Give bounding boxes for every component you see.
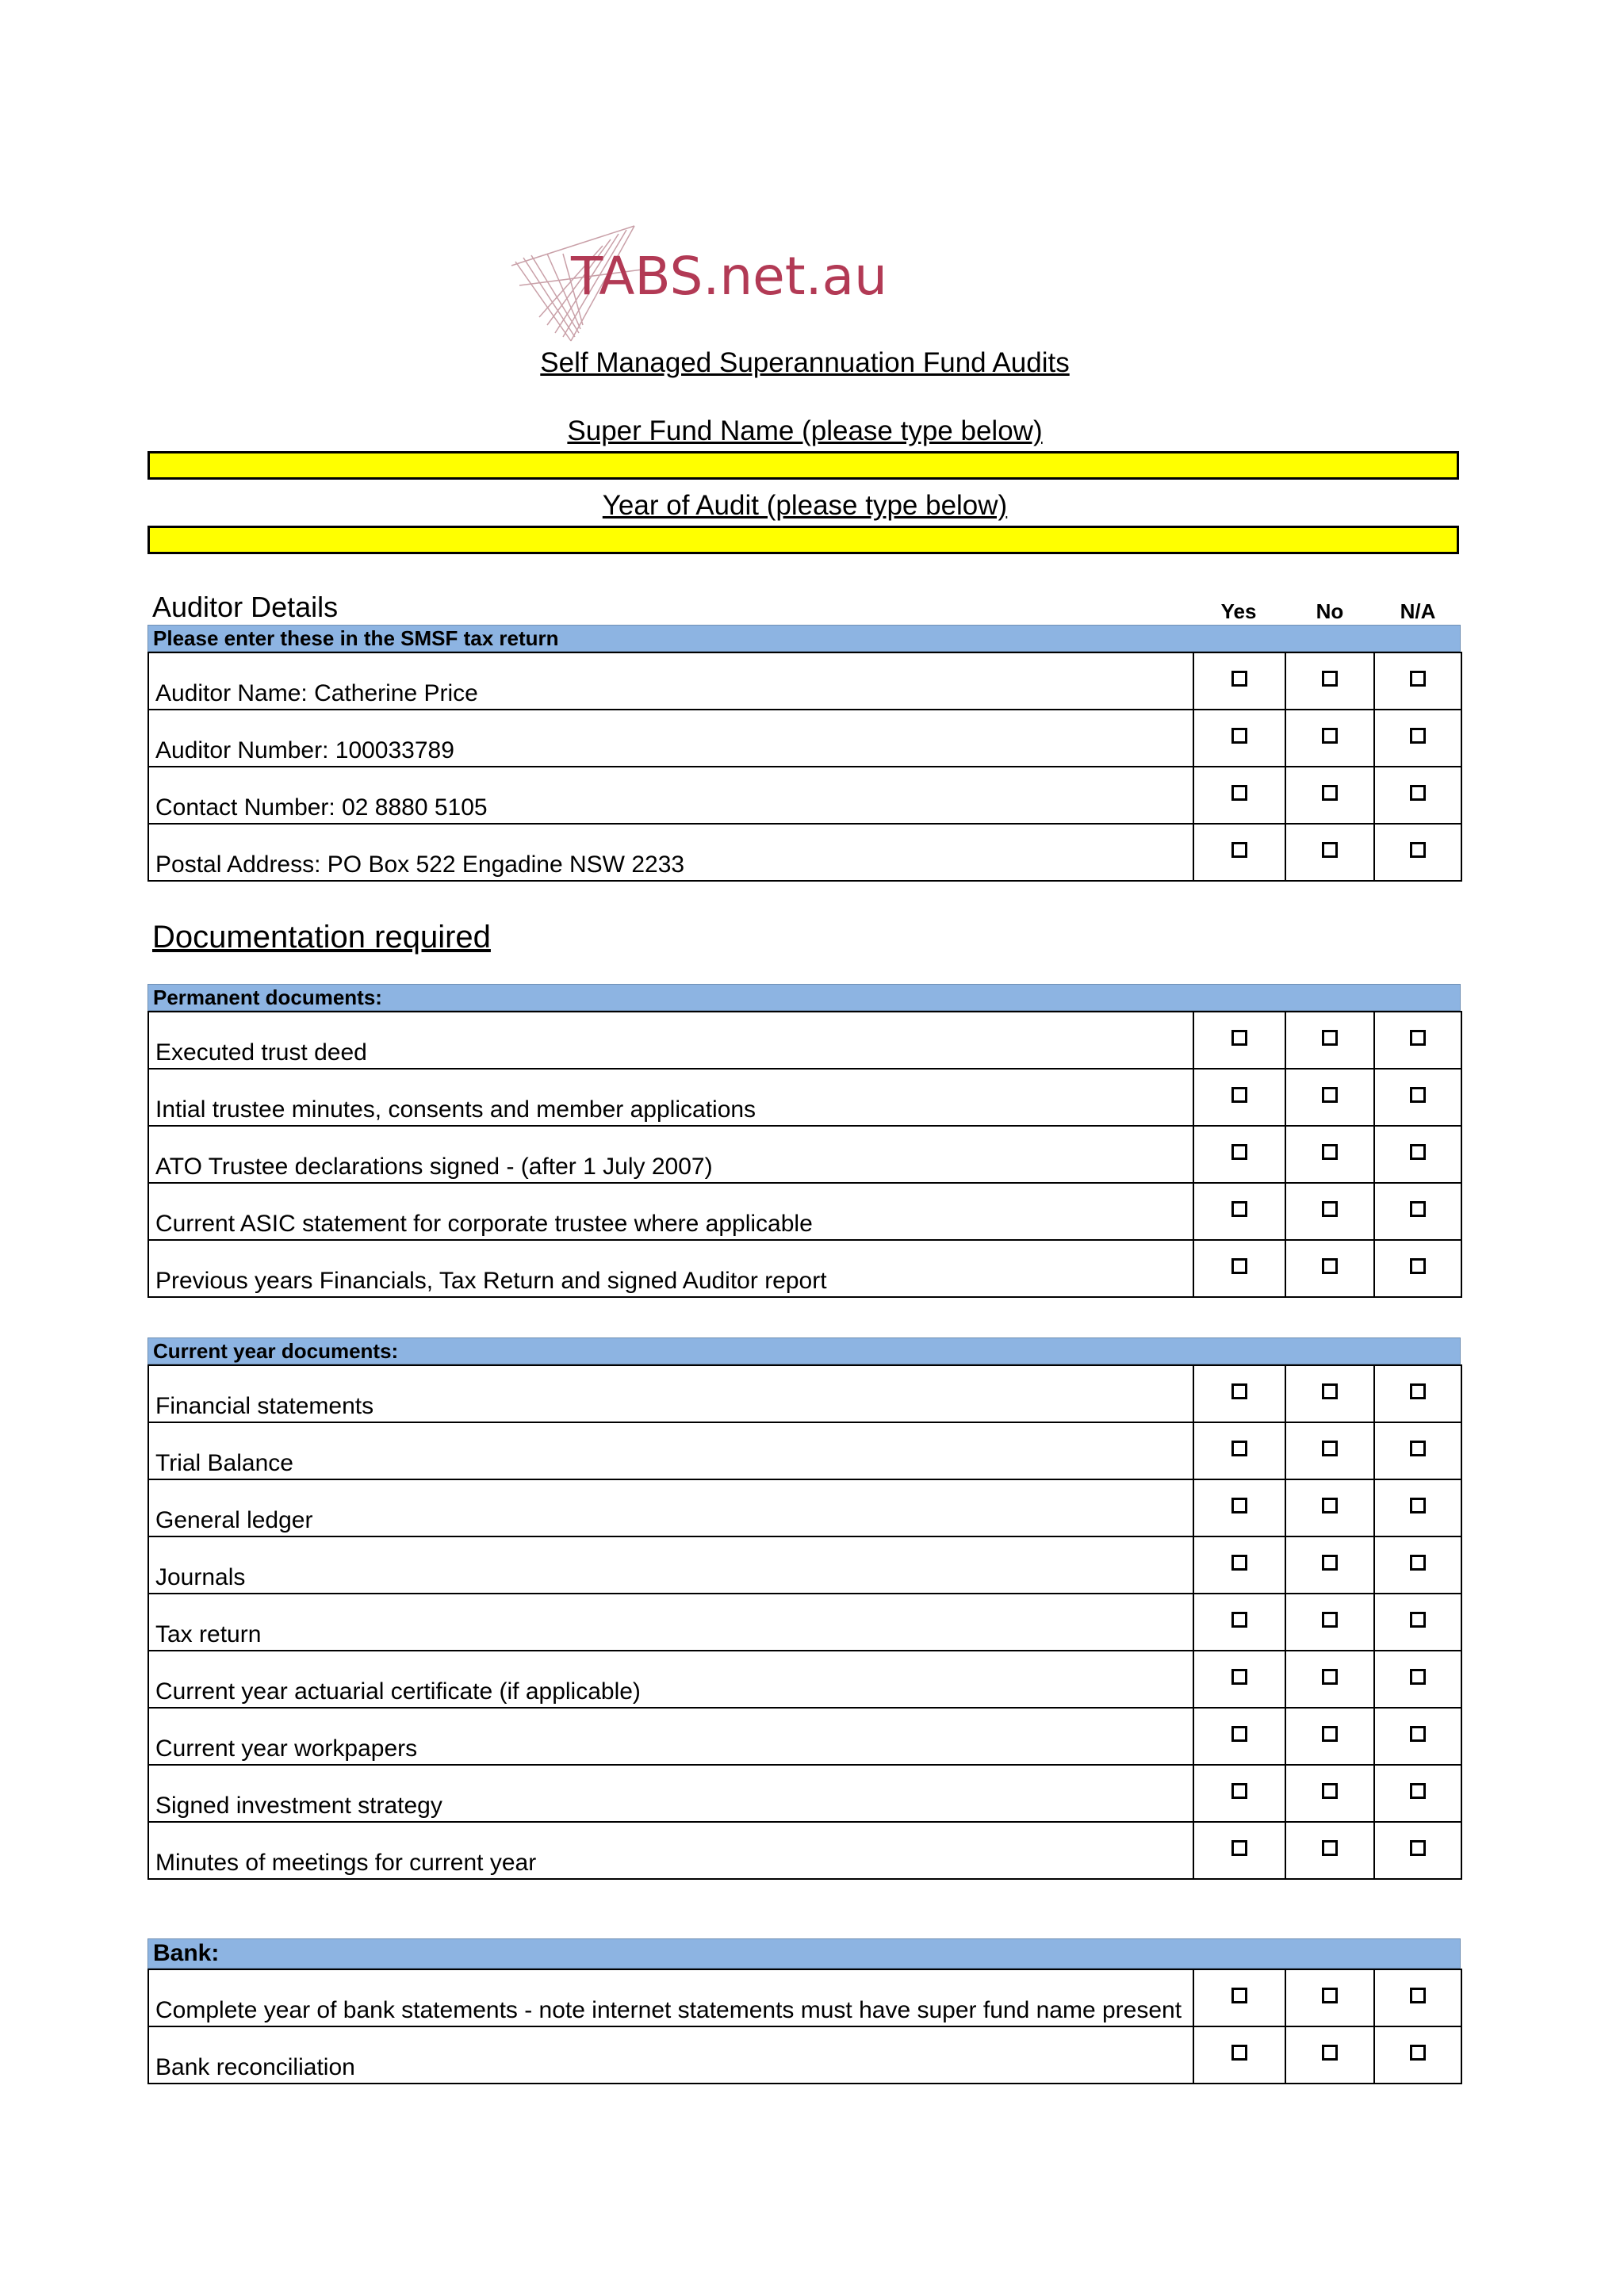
row-label: Minutes of meetings for current year bbox=[148, 1822, 1193, 1879]
column-yes: Yes bbox=[1220, 599, 1257, 623]
current-year-band: Current year documents: bbox=[147, 1337, 1461, 1364]
table-row bbox=[148, 1651, 1461, 1708]
na-checkbox[interactable] bbox=[1410, 842, 1426, 858]
table-row bbox=[148, 1069, 1461, 1126]
fund-name-label: Super Fund Name (please type below) bbox=[567, 415, 1043, 446]
no-checkbox[interactable] bbox=[1322, 728, 1338, 744]
row-label: Auditor Name: Catherine Price bbox=[148, 652, 1193, 710]
yes-checkbox[interactable] bbox=[1231, 1783, 1247, 1799]
no-checkbox[interactable] bbox=[1322, 1555, 1338, 1571]
table-row bbox=[148, 1183, 1461, 1240]
no-checkbox[interactable] bbox=[1322, 1840, 1338, 1856]
no-checkbox[interactable] bbox=[1322, 1988, 1338, 2003]
auditor-table bbox=[147, 652, 1462, 882]
na-checkbox[interactable] bbox=[1410, 671, 1426, 687]
row-label: General ledger bbox=[148, 1479, 1193, 1536]
row-label: Contact Number: 02 8880 5105 bbox=[148, 767, 1193, 824]
auditor-details-heading: Auditor Details bbox=[152, 591, 339, 623]
no-checkbox[interactable] bbox=[1322, 671, 1338, 687]
no-checkbox[interactable] bbox=[1322, 1087, 1338, 1103]
yes-checkbox[interactable] bbox=[1231, 728, 1247, 744]
permanent-band: Permanent documents: bbox=[147, 984, 1461, 1011]
row-label: Tax return bbox=[148, 1594, 1193, 1651]
row-label: Bank reconciliation bbox=[148, 2026, 1193, 2084]
logo-text: TABS.net.au bbox=[571, 246, 887, 307]
table-row bbox=[148, 1708, 1461, 1765]
table-row bbox=[148, 1765, 1461, 1822]
no-checkbox[interactable] bbox=[1322, 1258, 1338, 1274]
row-label: Signed investment strategy bbox=[148, 1765, 1193, 1822]
no-checkbox[interactable] bbox=[1322, 2045, 1338, 2061]
yes-checkbox[interactable] bbox=[1231, 1030, 1247, 1046]
yes-checkbox[interactable] bbox=[1231, 842, 1247, 858]
row-label: Previous years Financials, Tax Return and signed Auditor report bbox=[148, 1240, 1193, 1297]
na-checkbox[interactable] bbox=[1410, 1612, 1426, 1628]
yes-checkbox[interactable] bbox=[1231, 1258, 1247, 1274]
na-checkbox[interactable] bbox=[1410, 1144, 1426, 1160]
yes-checkbox[interactable] bbox=[1231, 1087, 1247, 1103]
year-label: Year of Audit (please type below) bbox=[602, 490, 1008, 521]
table-row bbox=[148, 2026, 1461, 2084]
yes-checkbox[interactable] bbox=[1231, 1840, 1247, 1856]
yes-checkbox[interactable] bbox=[1231, 1555, 1247, 1571]
no-checkbox[interactable] bbox=[1322, 1498, 1338, 1513]
documentation-heading: Documentation required bbox=[152, 920, 491, 955]
yes-checkbox[interactable] bbox=[1231, 1383, 1247, 1399]
table-row bbox=[148, 1594, 1461, 1651]
na-checkbox[interactable] bbox=[1410, 785, 1426, 801]
table-row bbox=[148, 767, 1461, 824]
na-checkbox[interactable] bbox=[1410, 2045, 1426, 2061]
na-checkbox[interactable] bbox=[1410, 1988, 1426, 2003]
no-checkbox[interactable] bbox=[1322, 1201, 1338, 1217]
yes-checkbox[interactable] bbox=[1231, 1144, 1247, 1160]
fund-name-input[interactable] bbox=[147, 451, 1459, 480]
tabs-logo bbox=[508, 222, 887, 349]
yes-checkbox[interactable] bbox=[1231, 1726, 1247, 1742]
table-row bbox=[148, 652, 1461, 710]
no-checkbox[interactable] bbox=[1322, 1726, 1338, 1742]
permanent-table bbox=[147, 1011, 1462, 1298]
na-checkbox[interactable] bbox=[1410, 1498, 1426, 1513]
table-row bbox=[148, 710, 1461, 767]
row-label: Intial trustee minutes, consents and member applications bbox=[148, 1069, 1193, 1126]
table-row bbox=[148, 1365, 1461, 1422]
no-checkbox[interactable] bbox=[1322, 842, 1338, 858]
na-checkbox[interactable] bbox=[1410, 1030, 1426, 1046]
na-checkbox[interactable] bbox=[1410, 1258, 1426, 1274]
table-row bbox=[148, 824, 1461, 881]
row-label: Auditor Number: 100033789 bbox=[148, 710, 1193, 767]
table-row bbox=[148, 1479, 1461, 1536]
row-label: Postal Address: PO Box 522 Engadine NSW 2233 bbox=[148, 824, 1193, 881]
yes-checkbox[interactable] bbox=[1231, 2045, 1247, 2061]
table-row bbox=[148, 1126, 1461, 1183]
table-row bbox=[148, 1012, 1461, 1069]
bank-table bbox=[147, 1969, 1462, 2084]
yes-checkbox[interactable] bbox=[1231, 671, 1247, 687]
table-row bbox=[148, 1969, 1461, 2026]
no-checkbox[interactable] bbox=[1322, 1441, 1338, 1456]
row-label: Current year actuarial certificate (if applicable) bbox=[148, 1651, 1193, 1708]
bank-band: Bank: bbox=[147, 1938, 1461, 1969]
yes-checkbox[interactable] bbox=[1231, 1612, 1247, 1628]
row-label: Current ASIC statement for corporate trustee where applicable bbox=[148, 1183, 1193, 1240]
no-checkbox[interactable] bbox=[1322, 1383, 1338, 1399]
current-year-table bbox=[147, 1364, 1462, 1880]
na-checkbox[interactable] bbox=[1410, 1726, 1426, 1742]
yes-checkbox[interactable] bbox=[1231, 1498, 1247, 1513]
no-checkbox[interactable] bbox=[1322, 1783, 1338, 1799]
na-checkbox[interactable] bbox=[1410, 1441, 1426, 1456]
row-label: ATO Trustee declarations signed - (after 1 July 2007) bbox=[148, 1126, 1193, 1183]
yes-checkbox[interactable] bbox=[1231, 1441, 1247, 1456]
column-no: No bbox=[1316, 599, 1344, 623]
yes-checkbox[interactable] bbox=[1231, 785, 1247, 801]
na-checkbox[interactable] bbox=[1410, 1087, 1426, 1103]
na-checkbox[interactable] bbox=[1410, 1783, 1426, 1799]
no-checkbox[interactable] bbox=[1322, 1144, 1338, 1160]
yes-checkbox[interactable] bbox=[1231, 1669, 1247, 1685]
row-label: Financial statements bbox=[148, 1365, 1193, 1422]
na-checkbox[interactable] bbox=[1410, 1555, 1426, 1571]
row-label: Complete year of bank statements - note internet statements must have super fund name present bbox=[148, 1969, 1193, 2026]
auditor-band: Please enter these in the SMSF tax return bbox=[147, 625, 1461, 652]
na-checkbox[interactable] bbox=[1410, 1669, 1426, 1685]
row-label: Executed trust deed bbox=[148, 1012, 1193, 1069]
no-checkbox[interactable] bbox=[1322, 1030, 1338, 1046]
column-na: N/A bbox=[1400, 599, 1436, 623]
table-row bbox=[148, 1822, 1461, 1879]
year-input[interactable] bbox=[147, 526, 1459, 554]
na-checkbox[interactable] bbox=[1410, 728, 1426, 744]
table-row bbox=[148, 1536, 1461, 1594]
na-checkbox[interactable] bbox=[1410, 1840, 1426, 1856]
page-title: Self Managed Superannuation Fund Audits bbox=[540, 347, 1070, 378]
no-checkbox[interactable] bbox=[1322, 1612, 1338, 1628]
row-label: Current year workpapers bbox=[148, 1708, 1193, 1765]
no-checkbox[interactable] bbox=[1322, 785, 1338, 801]
row-label: Trial Balance bbox=[148, 1422, 1193, 1479]
na-checkbox[interactable] bbox=[1410, 1201, 1426, 1217]
table-row bbox=[148, 1422, 1461, 1479]
yes-checkbox[interactable] bbox=[1231, 1201, 1247, 1217]
table-row bbox=[148, 1240, 1461, 1297]
yes-checkbox[interactable] bbox=[1231, 1988, 1247, 2003]
no-checkbox[interactable] bbox=[1322, 1669, 1338, 1685]
row-label: Journals bbox=[148, 1536, 1193, 1594]
na-checkbox[interactable] bbox=[1410, 1383, 1426, 1399]
